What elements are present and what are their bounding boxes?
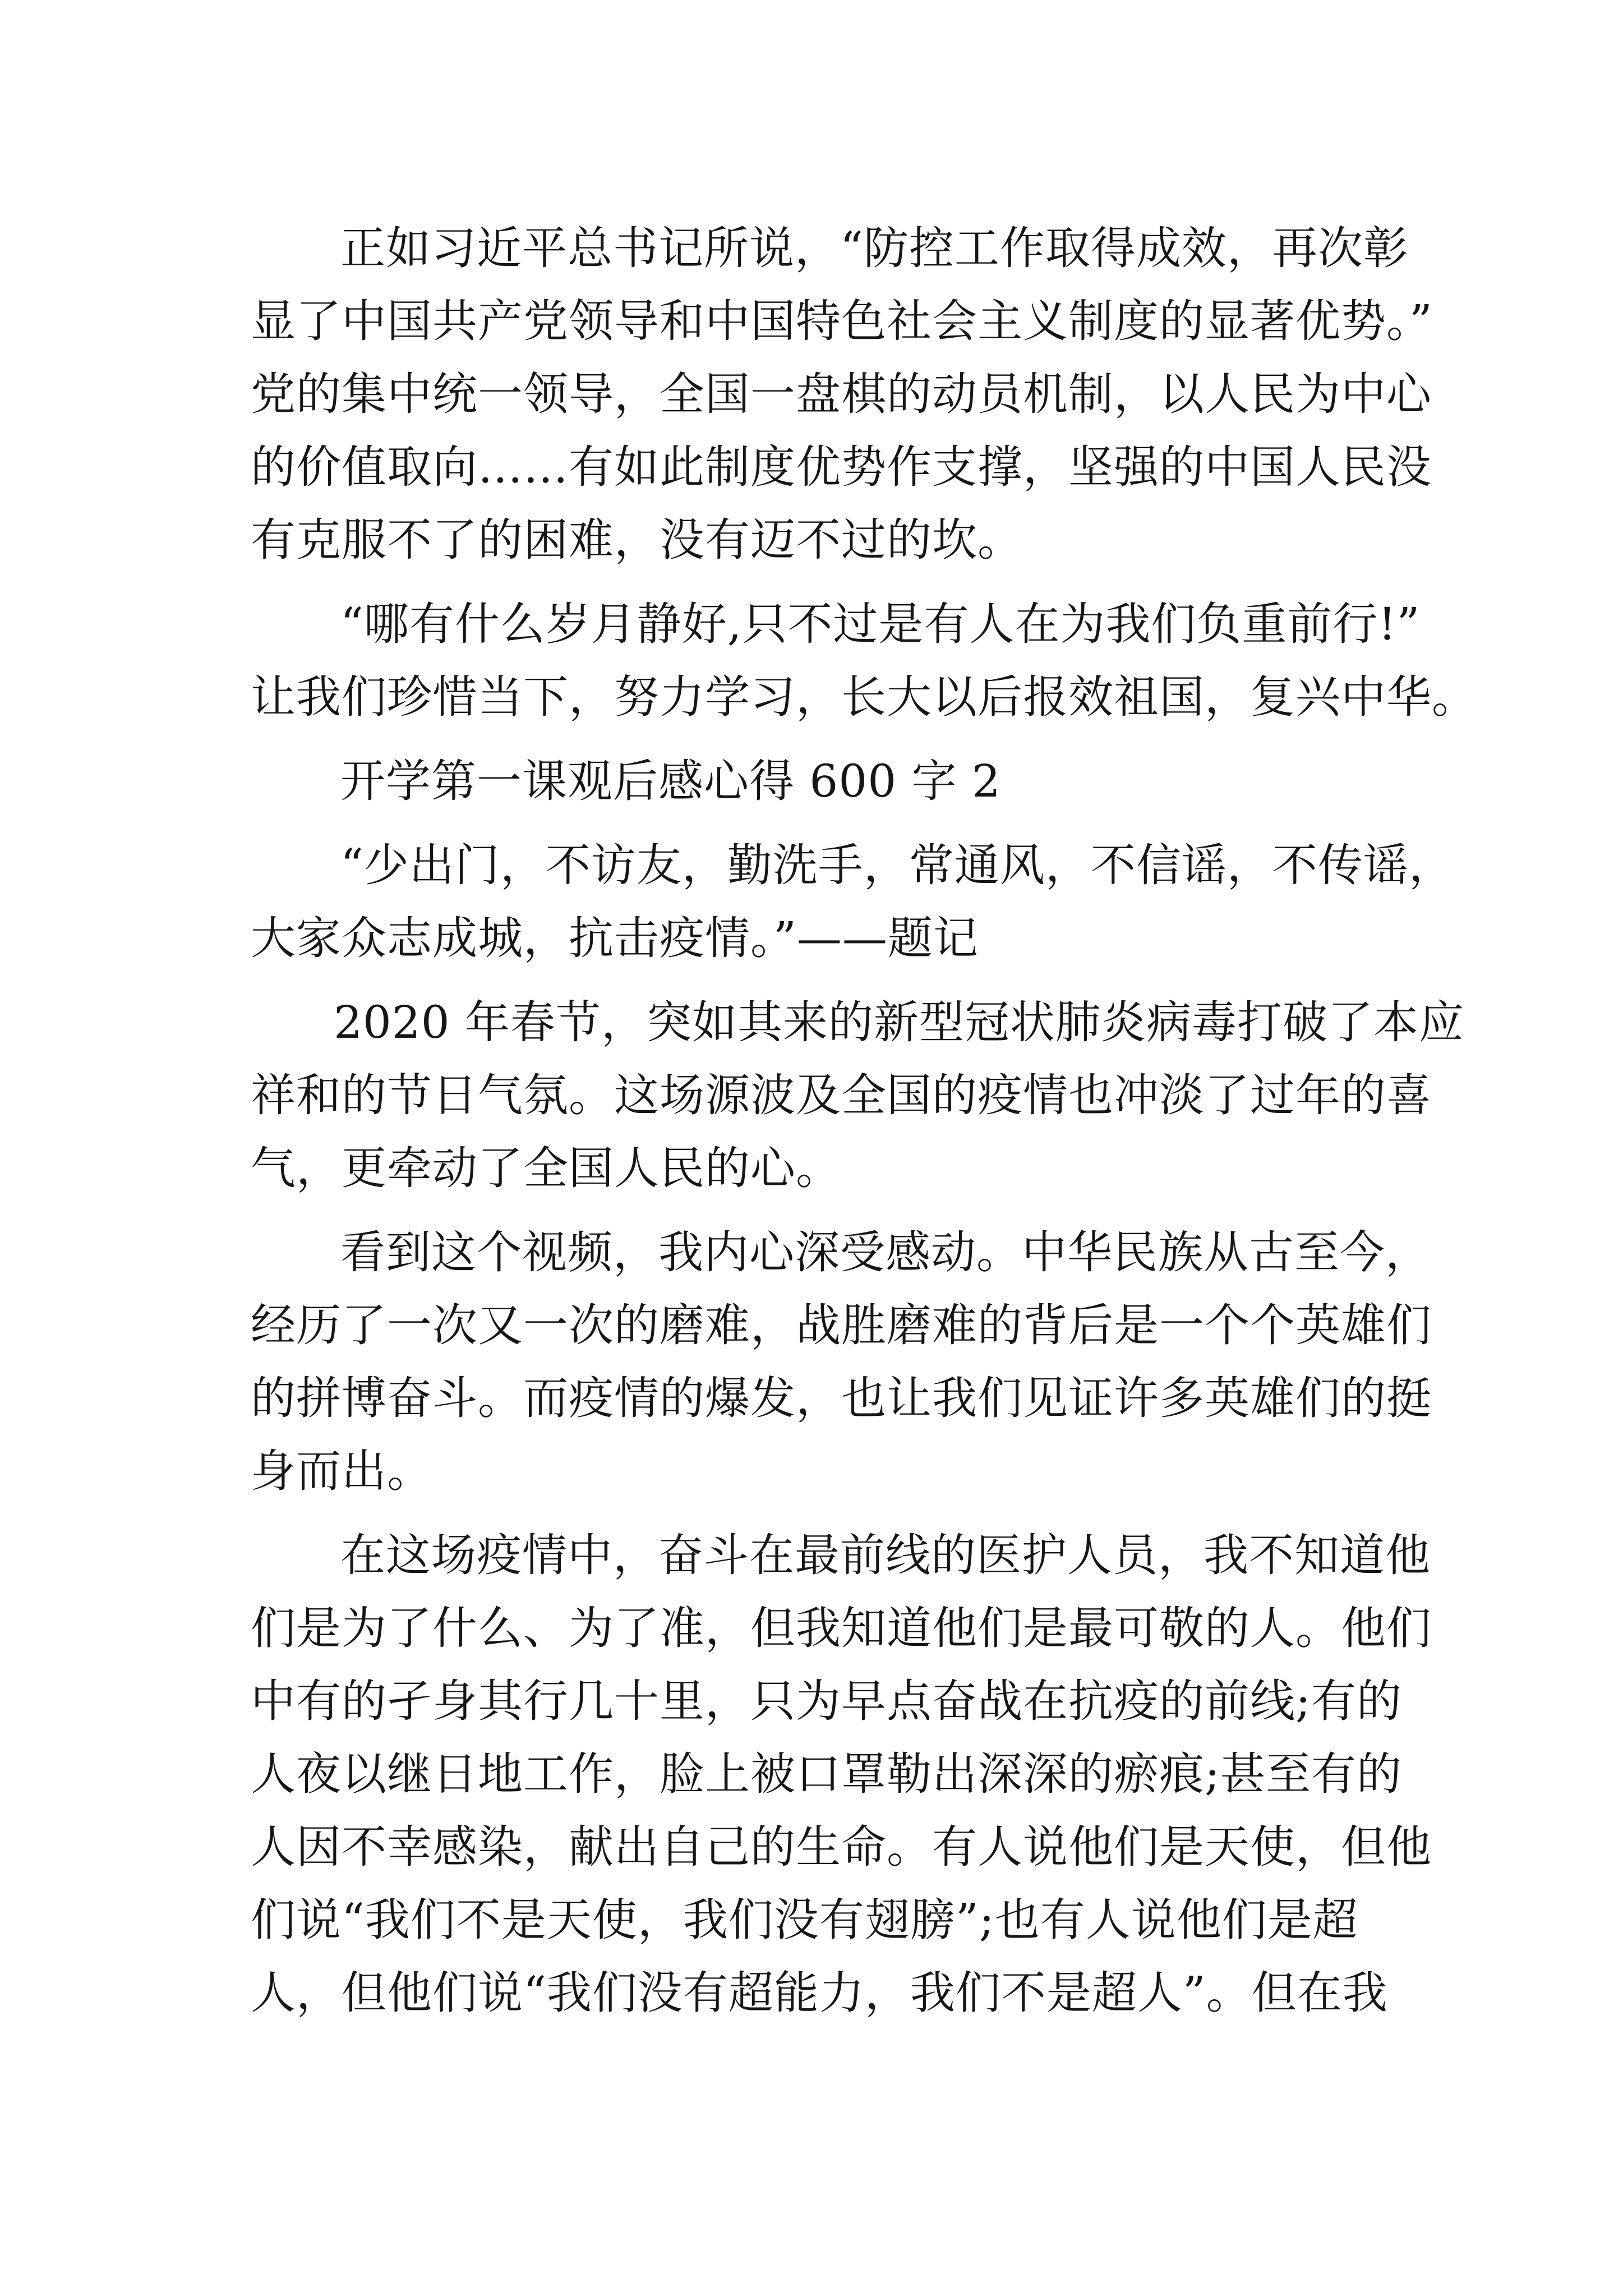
paragraph-spring-festival — [251, 986, 1465, 1205]
document-body — [251, 212, 1477, 2030]
text-line: 经历了一次又一次的磨难，战胜磨难的背后是一个个英雄们 — [251, 1299, 1432, 1351]
text-line: 人因不幸感染，献出自己的生命。有人说他们是天使，但他 — [251, 1821, 1432, 1873]
text-line: 们说“我们不是天使，我们没有翅膀”;也有人说他们是超 — [251, 1894, 1358, 1946]
paragraph-epigraph — [251, 829, 1454, 975]
text-line: 们是为了什么、为了准，但我知道他们是最可敬的人。他们 — [251, 1602, 1432, 1654]
text-line: 大家众志成城，抗击疫情。”——题记 — [251, 912, 979, 964]
text-line: 让我们珍惜当下，努力学习，长大以后报效祖国，复兴中华。 — [251, 671, 1477, 723]
text-line: 党的集中统一领导，全国一盘棋的动员机制，以人民为中心 — [251, 368, 1432, 420]
text-line: 的价值取向……有如此制度优势作支撑，坚强的中国人民没 — [251, 441, 1432, 493]
paragraph-control-achievement — [251, 212, 1433, 577]
text-line: “少出门，不访友，勤洗手，常通风，不信谣，不传谣， — [340, 839, 1454, 891]
text-line: 人，但他们说“我们没有超能力，我们不是超人”。但在我 — [251, 1967, 1388, 2019]
text-line: 2020 年春节，突如其来的新型冠状肺炎病毒打破了本应 — [334, 996, 1465, 1048]
text-line: 正如习近平总书记所说，“防控工作取得成效，再次彰 — [340, 222, 1409, 274]
paragraph-medical-staff — [251, 1519, 1432, 2030]
text-line: 身而出。 — [251, 1445, 432, 1497]
text-line: 人夜以继日地工作，脸上被口罩勒出深深的瘀痕;甚至有的 — [251, 1748, 1402, 1800]
text-line: 的拼博奋斗。而疫情的爆发，也让我们见证许多英雄们的挺 — [251, 1372, 1432, 1424]
text-line: 显了中国共产党领导和中国特色社会主义制度的显著优势。” — [251, 295, 1433, 347]
text-line: 气，更牵动了全国人民的心。 — [251, 1142, 841, 1194]
text-line: 在这场疫情中，奋斗在最前线的医护人员，我不知道他 — [340, 1529, 1431, 1581]
text-line: 有克服不了的困难，没有迈不过的坎。 — [251, 514, 1023, 566]
text-line: 祥和的节日气氛。这场源波及全国的疫情也冲淡了过年的喜 — [251, 1069, 1432, 1121]
text-line: 中有的孑身其行几十里，只为早点奋战在抗疫的前线;有的 — [251, 1675, 1402, 1727]
paragraph-cherish-present — [251, 588, 1477, 734]
text-line: 看到这个视频，我内心深受感动。中华民族从古至今， — [340, 1226, 1431, 1278]
section-heading — [251, 745, 1378, 818]
text-line: “哪有什么岁月静好,只不过是有人在为我们负重前行!” — [340, 598, 1421, 650]
paragraph-video-moved — [251, 1216, 1432, 1508]
section-heading-text: 开学第一课观后感心得 600 字 2 — [340, 755, 1001, 807]
